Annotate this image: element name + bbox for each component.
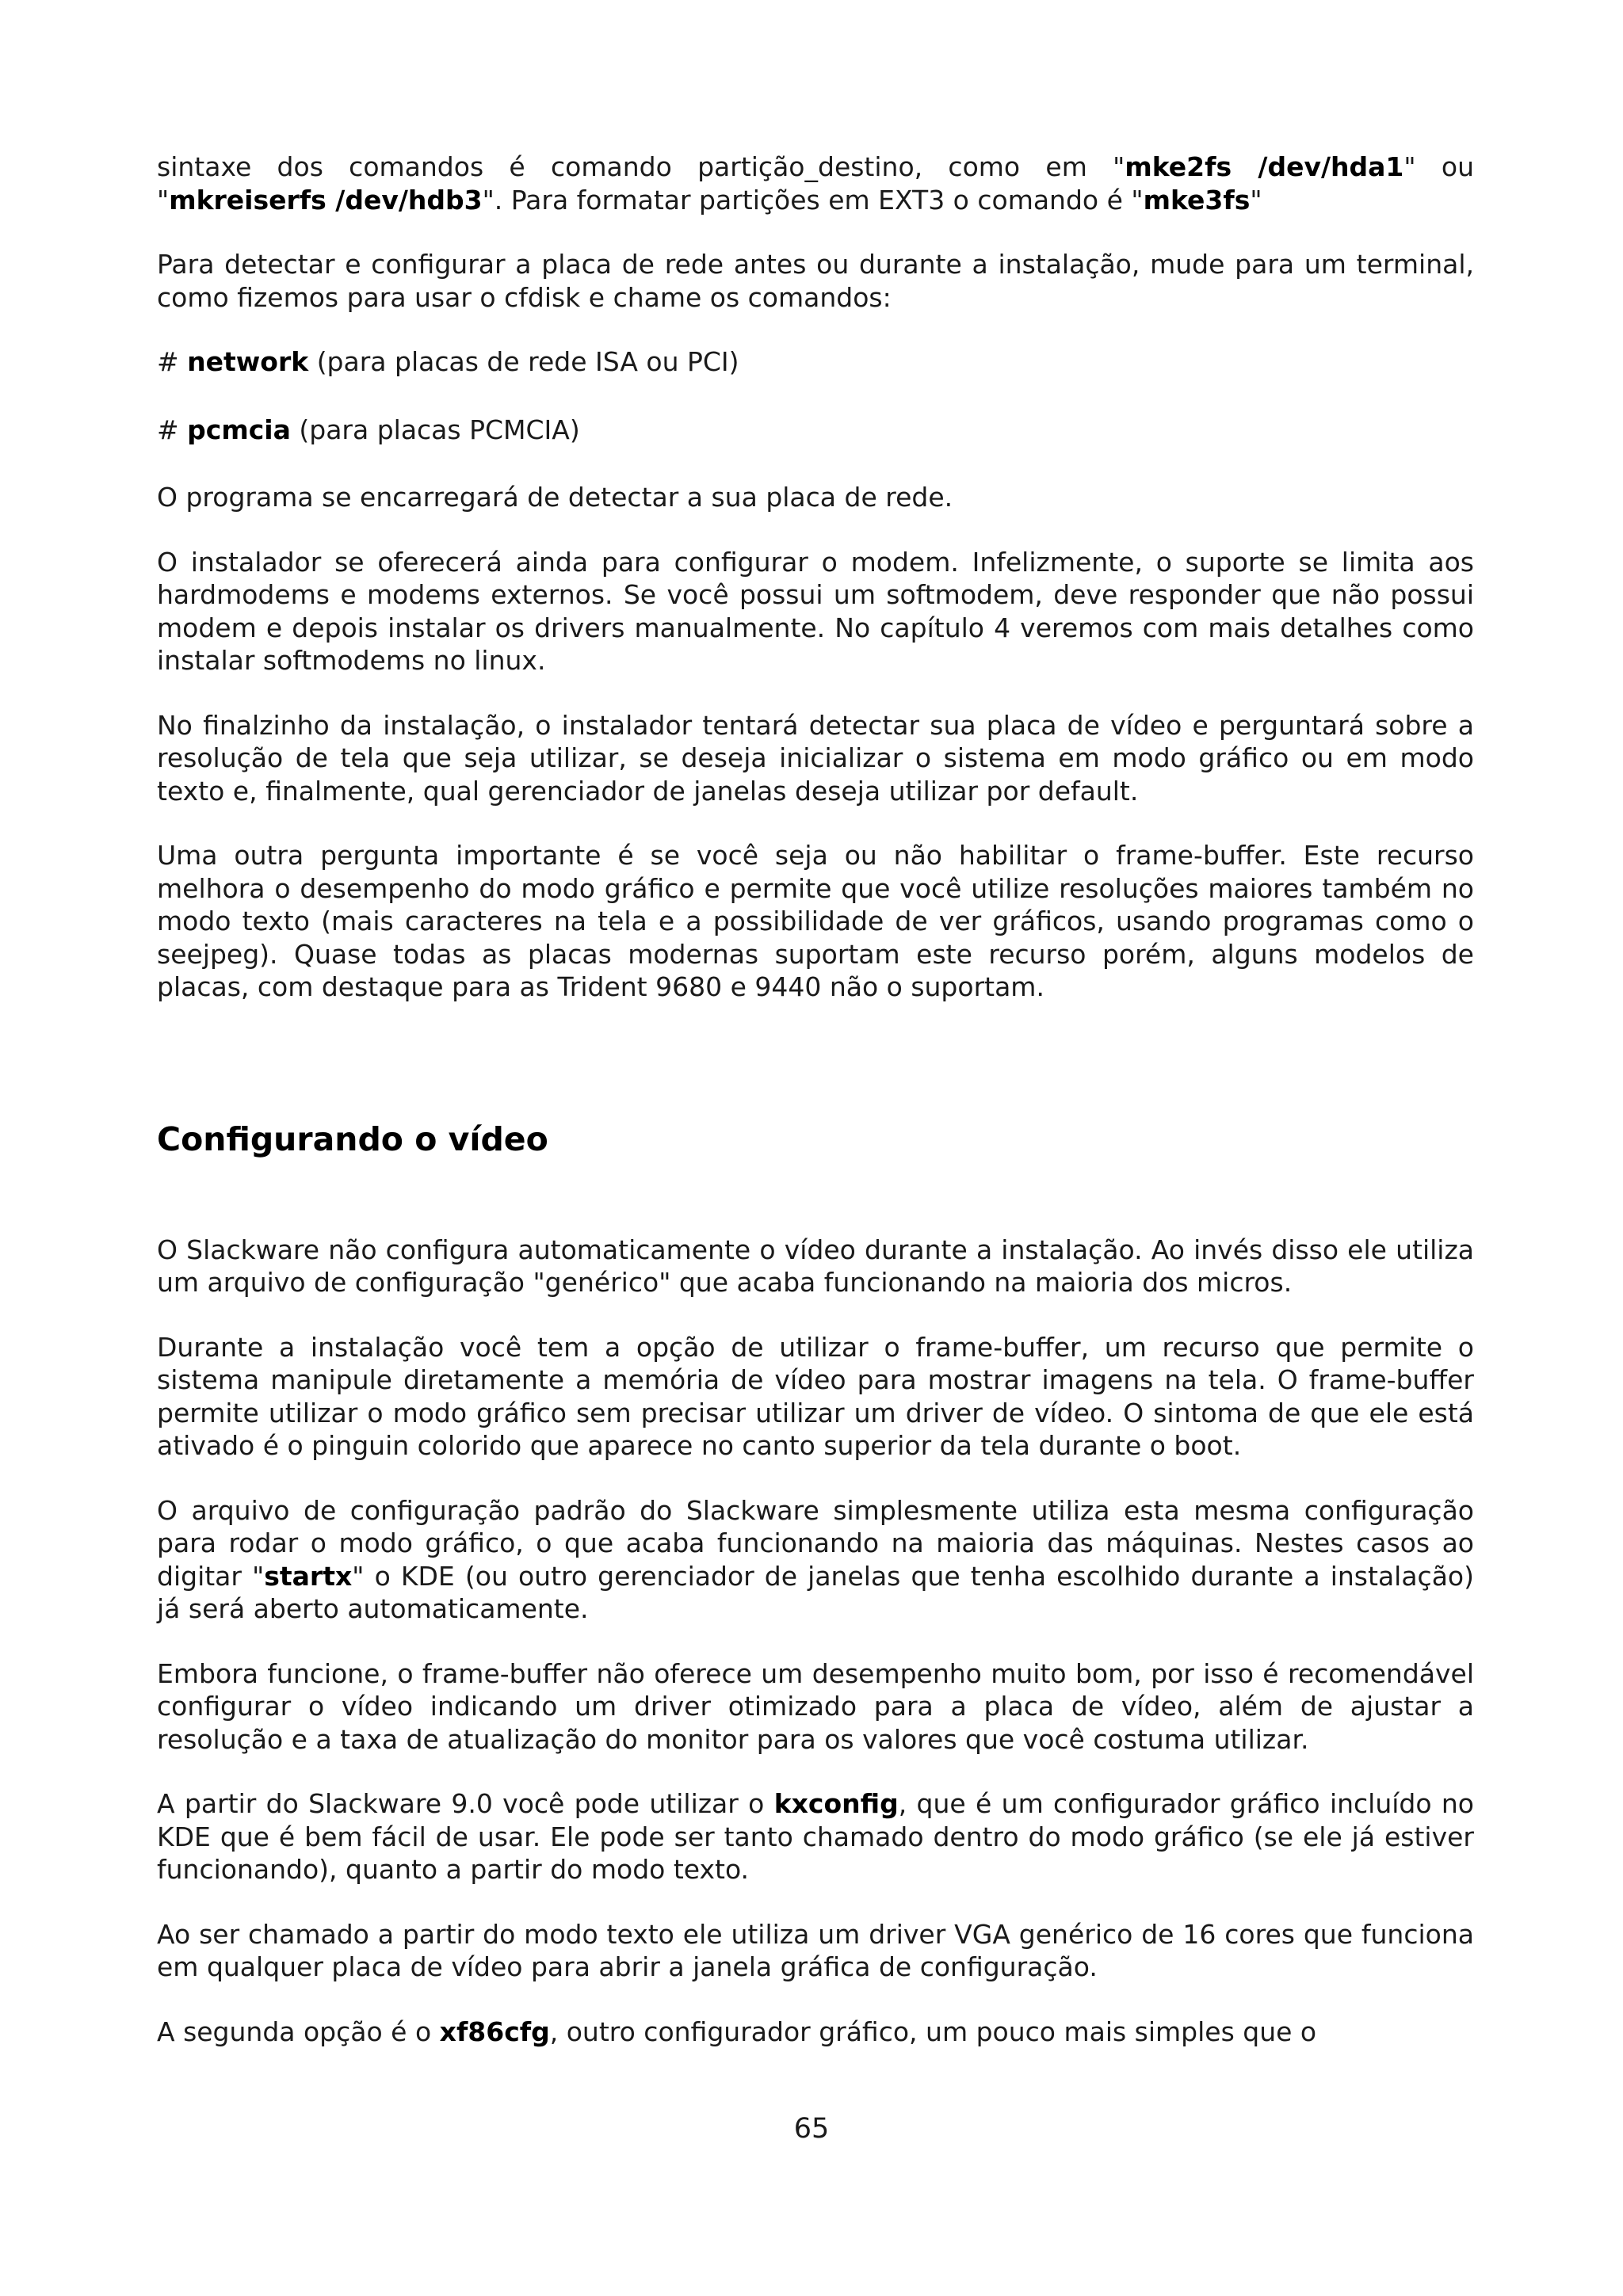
command-mke3fs: mke3fs [1143,184,1251,215]
paragraph-recommend-driver: Embora funcione, o frame-buffer não oferece um desempenho muito bom, por isso é recomendável configurar o vídeo indicando um driver otimizado para a placa de vídeo, além de ajustar a resolução e a taxa de atualização do monitor para os valores que você costuma utilizar. [157,1657,1474,1755]
paragraph-network-detect: Para detectar e configurar a placa de rede antes ou durante a instalação, mude para um terminal, como fizemos para usar o cfdisk e chame os comandos: [157,249,1474,313]
command-line-pcmcia: # pcmcia (para placas PCMCIA) [157,414,580,445]
command-mkreiserfs: mkreiserfs /dev/hdb3 [169,184,483,215]
paragraph-vga-driver: Ao ser chamado a partir do modo texto ele utiliza um driver VGA genérico de 16 cores que funciona em qualquer placa de vídeo para abrir a janela gráfica de configuração. [157,1918,1474,1982]
paragraph-kxconfig: A partir do Slackware 9.0 você pode utilizar o kxconfig, que é um configurador gráfico incluído no KDE que é bem fácil de usar. Ele pode ser tanto chamado dentro do modo gráfico (se ele já estiver funcionando), quanto a partir do modo texto. [157,1788,1474,1885]
command-startx: startx [264,1560,353,1592]
command-xf86cfg: xf86cfg [439,2016,550,2047]
paragraph-xf86cfg: A segunda opção é o xf86cfg, outro configurador gráfico, um pouco mais simples que o [157,2016,1317,2047]
paragraph-network-card: O programa se encarregará de detectar a sua placa de rede. [157,482,953,513]
command-mke2fs: mke2fs /dev/hda1 [1125,151,1404,182]
paragraph-default-config: O arquivo de configuração padrão do Slackware simplesmente utiliza esta mesma configuração para rodar o modo gráfico, o que acaba funcionando na maioria das máquinas. Nestes casos ao digitar "startx" o KDE (ou outro gerenciador de janelas que tenha escolhido durante a instalação) já será aberto automaticamente. [157,1494,1474,1624]
page-number: 65 [793,2113,830,2145]
paragraph-format-commands: sintaxe dos comandos é comando partição_destino, como em "mke2fs /dev/hda1" ou "mkreiserfs /dev/hdb3". Para formatar partições em EXT3 o comando é "mke3fs" [157,151,1474,215]
document-body [157,151,1474,2080]
paragraph-slackware-video: O Slackware não configura automaticamente o vídeo durante a instalação. Ao invés disso ele utiliza um arquivo de configuração "genérico" que acaba funcionando na maioria dos micros. [157,1234,1474,1298]
paragraph-modem: O instalador se oferecerá ainda para configurar o modem. Infelizmente, o suporte se limita aos hardmodems e modems externos. Se você possui um softmodem, deve responder que não possui modem e depois instalar os drivers manualmente. No capítulo 4 veremos com mais detalhes como instalar softmodems no linux. [157,546,1474,676]
command-line-network: # network (para placas de rede ISA ou PCI) [157,346,739,377]
command-network: network [187,346,309,377]
paragraph-video-detect: No finalzinho da instalação, o instalador tentará detectar sua placa de vídeo e perguntará sobre a resolução de tela que seja utilizar, se deseja inicializar o sistema em modo gráfico ou em modo texto e, finalmente, qual gerenciador de janelas deseja utilizar por default. [157,709,1474,807]
paragraph-frame-buffer: Uma outra pergunta importante é se você seja ou não habilitar o frame-buffer. Este recurso melhora o desempenho do modo gráfico e permite que você utilize resoluções maiores também no modo texto (mais caracteres na tela e a possibilidade de ver gráficos, usando programas como o seejpeg). Quase todas as placas modernas suportam este recurso porém, alguns modelos de placas, com destaque para as Trident 9680 e 9440 não o suportam. [157,840,1474,1002]
command-pcmcia: pcmcia [187,414,291,445]
command-kxconfig: kxconfig [773,1788,899,1819]
paragraph-frame-buffer-install: Durante a instalação você tem a opção de utilizar o frame-buffer, um recurso que permite o sistema manipule diretamente a memória de vídeo para mostrar imagens na tela. O frame-buffer permite utilizar o modo gráfico sem precisar utilizar um driver de vídeo. O sintoma de que ele está ativado é o pinguin colorido que aparece no canto superior da tela durante o boot. [157,1331,1474,1461]
section-heading: Configurando o vídeo [157,1119,548,1158]
